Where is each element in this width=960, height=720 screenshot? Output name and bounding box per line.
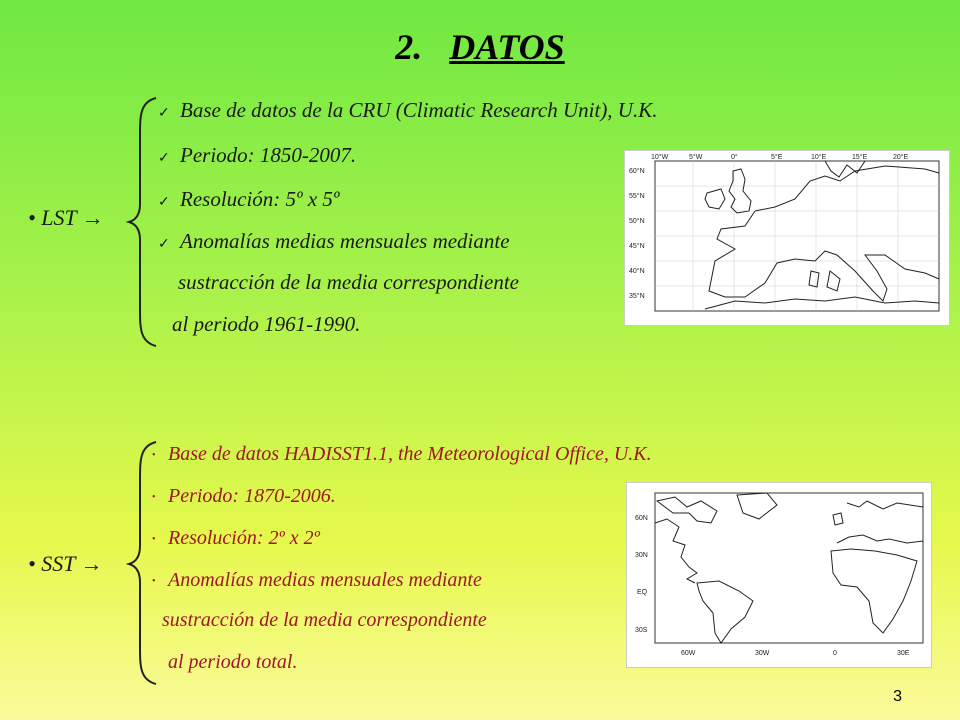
- lon-label: 5°W: [689, 154, 703, 161]
- atlantic-map: [626, 482, 932, 668]
- bullet-icon: •: [152, 575, 156, 587]
- title-number: 2.: [395, 27, 423, 67]
- lat-label: 40°N: [629, 268, 645, 275]
- sst-item-6: al periodo total.: [168, 651, 298, 673]
- lat-label: 30N: [635, 552, 648, 559]
- bullet-icon: •: [152, 533, 156, 545]
- lst-item-5: sustracción de la media correspondiente: [178, 270, 519, 294]
- lat-label: EQ: [637, 589, 648, 596]
- lst-item-6: al periodo 1961-1990.: [172, 312, 361, 336]
- lst-item-3: ✓ Resolución: 5º x 5º: [158, 187, 340, 211]
- title-word: DATOS: [449, 27, 565, 67]
- lat-label: 60N: [635, 515, 648, 522]
- check-icon: ✓: [158, 195, 170, 210]
- sst-item-4: • Anomalías medias mensuales mediante: [152, 569, 482, 591]
- lst-brace: [126, 96, 160, 348]
- page-number: 3: [893, 688, 902, 705]
- check-icon: ✓: [158, 151, 170, 166]
- lon-label: 10°E: [811, 154, 827, 161]
- sst-item-1: • Base de datos HADISST1.1, the Meteorological Office, U.K.: [152, 443, 652, 465]
- slide-title: [0, 26, 960, 68]
- sst-brace: [126, 440, 160, 686]
- europe-map: [624, 150, 950, 326]
- lst-item-2: ✓ Periodo: 1850-2007.: [158, 143, 357, 167]
- lon-label: 5°E: [771, 154, 783, 161]
- bullet-icon: •: [152, 491, 156, 503]
- sst-item-2: • Periodo: 1870-2006.: [152, 485, 336, 507]
- lst-item-1: ✓ Base de datos de la CRU (Climatic Research Unit), U.K.: [158, 98, 658, 122]
- lat-label: 55°N: [629, 193, 645, 200]
- sst-label: • SST →: [28, 551, 103, 576]
- lon-label: 30E: [897, 650, 910, 657]
- lon-label: 0°: [731, 154, 738, 161]
- lon-label: 10°W: [651, 154, 669, 161]
- lon-label: 0: [833, 650, 837, 657]
- lat-label: 35°N: [629, 293, 645, 300]
- lat-label: 30S: [635, 627, 648, 634]
- bullet-icon: •: [152, 449, 156, 461]
- sst-item-3: • Resolución: 2º x 2º: [152, 527, 320, 549]
- lon-label: 60W: [681, 650, 696, 657]
- lon-label: 20°E: [893, 154, 909, 161]
- sst-item-5: sustracción de la media correspondiente: [162, 609, 487, 631]
- lat-label: 45°N: [629, 243, 645, 250]
- lon-label: 30W: [755, 650, 770, 657]
- lat-label: 50°N: [629, 218, 645, 225]
- lst-label: • LST →: [28, 205, 104, 230]
- check-icon: ✓: [158, 237, 170, 252]
- check-icon: ✓: [158, 106, 170, 121]
- lst-item-4: ✓ Anomalías medias mensuales mediante: [158, 229, 510, 253]
- lon-label: 15°E: [852, 154, 868, 161]
- lat-label: 60°N: [629, 168, 645, 175]
